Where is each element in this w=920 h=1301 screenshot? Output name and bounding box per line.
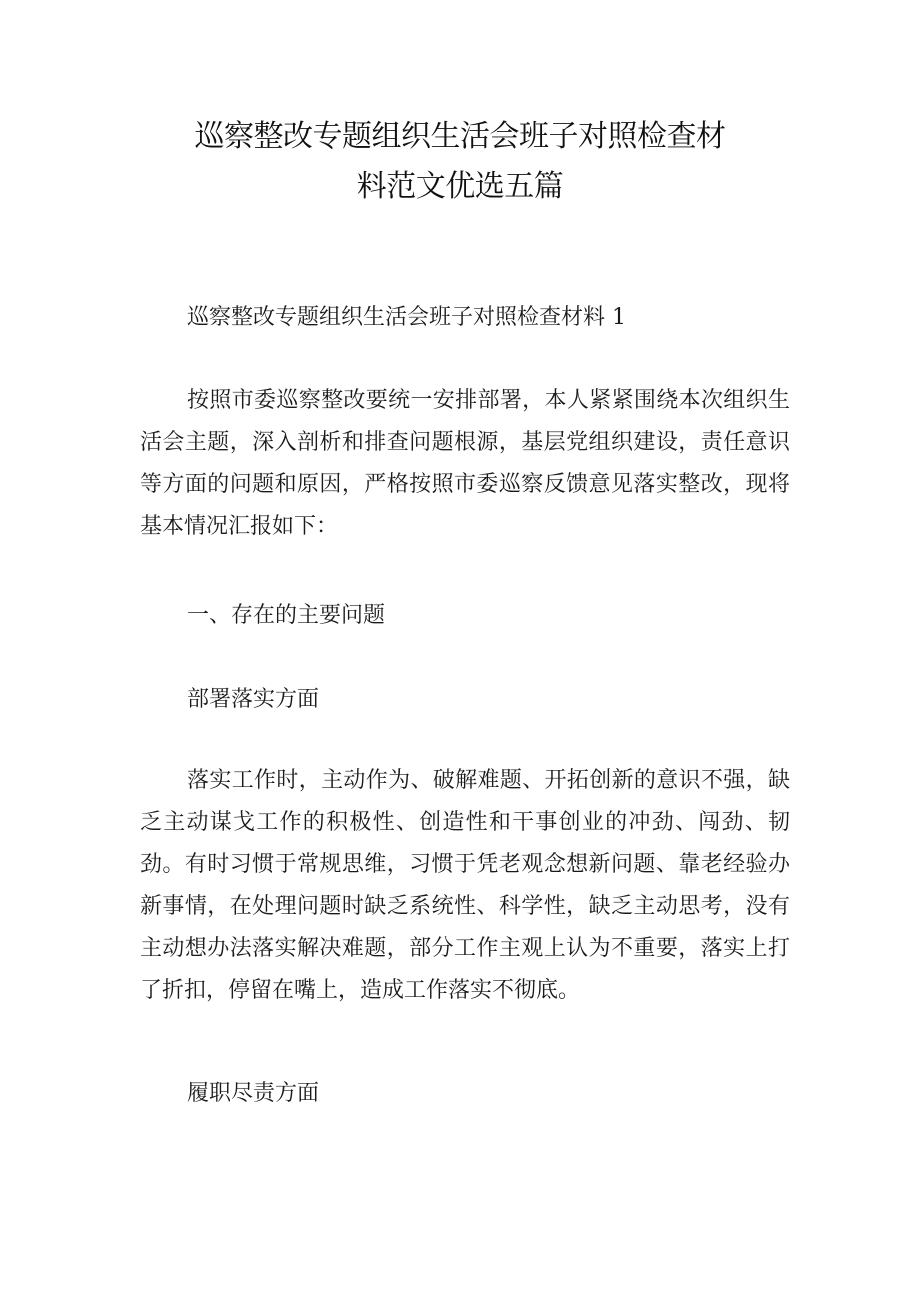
document-title-line-1: 巡察整改专题组织生活会班子对照检查材 [194, 119, 726, 154]
deployment-paragraph: 落实工作时，主动作为、破解难题、开拓创新的意识不强，缺乏主动谋戈工作的积极性、创造性和干事创业的冲劲、闯劲、韧劲。有时习惯于常规思维，习惯于凭老观念想新问题、靠老经验办新事情，在处理问题时缺乏系统性、科学性，缺乏主动思考，没有主动想办法落实解决难题，部分工作主观上认为不重要，落实上打了折扣，停留在嘴上，造成工作落实不彻底。 [140, 768, 790, 1003]
subheading-duty: 履职尽责方面 [187, 1081, 320, 1106]
document-title-line-2: 料范文优选五篇 [356, 169, 564, 204]
material-heading: 巡察整改专题组织生活会班子对照检查材料 1 [187, 305, 626, 330]
document-title [160, 112, 760, 212]
subheading-deployment: 部署落实方面 [187, 687, 320, 712]
section-one-heading: 一、存在的主要问题 [187, 603, 386, 628]
intro-paragraph: 按照市委巡察整改要统一安排部署，本人紧紧围绕本次组织生活会主题，深入剖析和排查问题根源，基层党组织建设，责任意识等方面的问题和原因，严格按照市委巡察反馈意见落实整改，现将基本情况汇报如下： [140, 388, 790, 539]
